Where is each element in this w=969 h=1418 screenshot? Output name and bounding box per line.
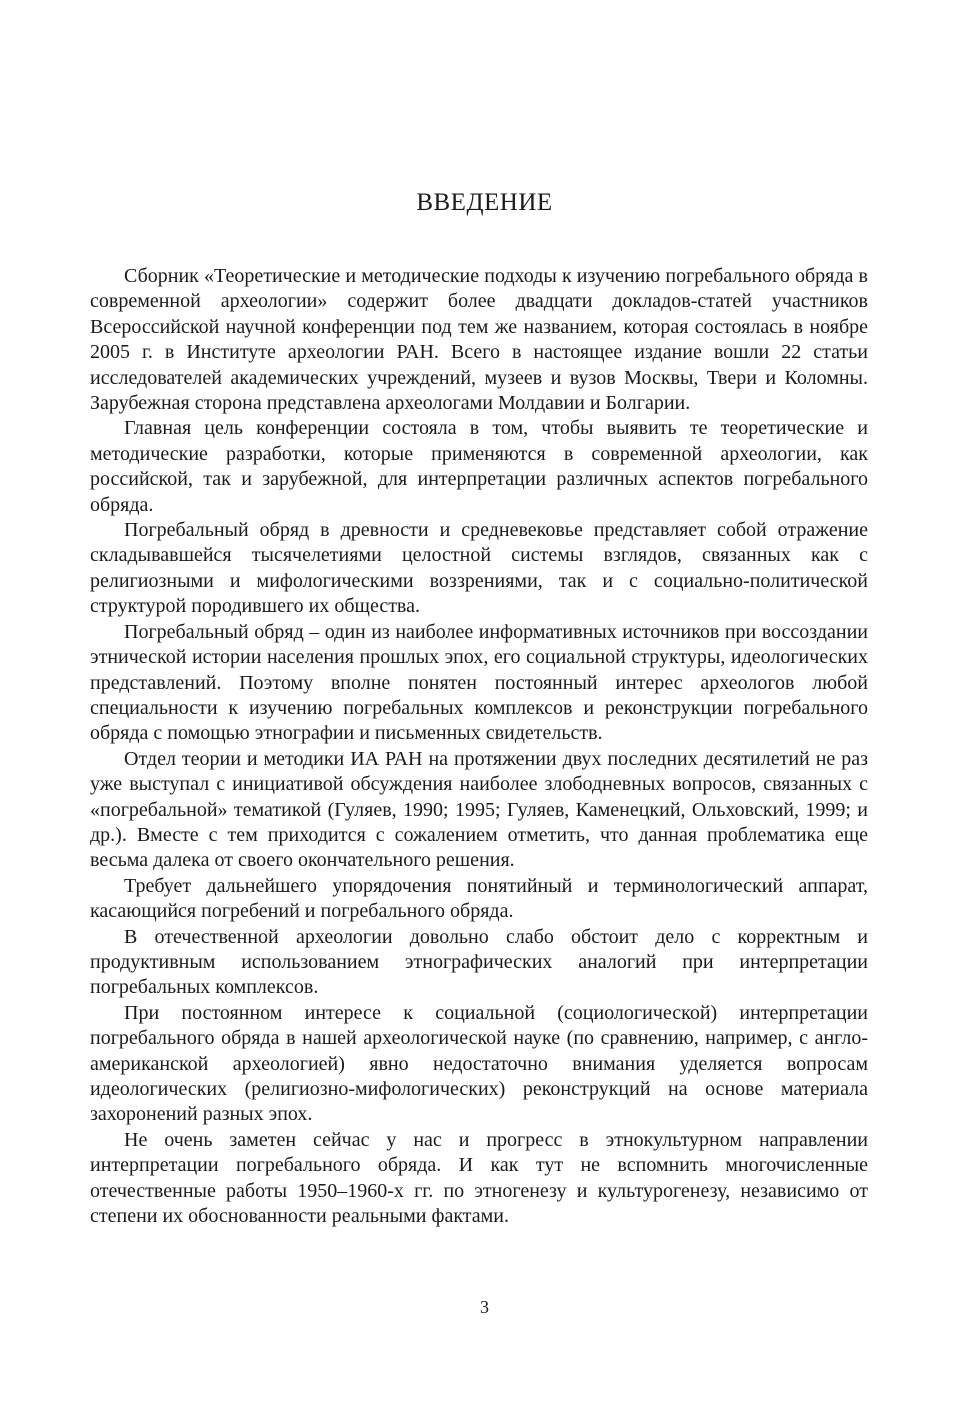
page-number: 3 [480, 1297, 489, 1317]
paragraph-6: Требует дальнейшего упорядочения понятийный и терминологический аппарат, касающийся погребений и погребального обряда. [90, 874, 868, 923]
paragraph-8: При постоянном интересе к социальной (социологической) интерпретации погребального обряда в нашей археологической науке (по сравнению, например, с англо-американской археологией) явно недостаточно внимания уделяется вопросам идеологических (религиозно-мифологических) реконструкций на основе материала захоронений разных эпох. [90, 1001, 868, 1126]
paragraph-5: Отдел теории и методики ИА РАН на протяжении двух последних десятилетий не раз уже выступал с инициативой обсуждения наиболее злободневных вопросов, связанных с «погребальной» тематикой (Гуляев, 1990; 1995; Гуляев, Каменецкий, Ольховский, 1999; и др.). Вместе с тем приходится с сожалением отметить, что данная проблематика еще весьма далека от своего окончательного решения. [90, 747, 868, 872]
paragraph-1: Сборник «Теоретические и методические подходы к изучению погребального обряда в современной археологии» содержит более двадцати докладов-статей участников Всероссийской научной конференции под тем же названием, которая состоялась в ноябре 2005 г. в Институте археологии РАН. Всего в настоящее издание вошли 22 статьи исследователей академических учреждений, музеев и вузов Москвы, Твери и Коломны. Зарубежная сторона представлена археологами Молдавии и Болгарии. [90, 265, 868, 415]
paragraph-4: Погребальный обряд – один из наиболее информативных источников при воссоздании этнической истории населения прошлых эпох, его социальной структуры, идеологических представлений. Поэтому вполне понятен постоянный интерес археологов любой специальности к изучению погребальных комплексов и реконструкции погребального обряда с помощью этнографии и письменных свидетельств. [90, 620, 868, 745]
page-title: ВВЕДЕНИЕ [416, 189, 553, 216]
paragraph-9: Не очень заметен сейчас у нас и прогресс в этнокультурном направлении интерпретации погребального обряда. И как тут не вспомнить многочисленные отечественные работы 1950–1960-х гг. по этногенезу и культурогенезу, независимо от степени их обоснованности реальными фактами. [90, 1128, 868, 1228]
paragraph-7: В отечественной археологии довольно слабо обстоит дело с корректным и продуктивным использованием этнографических аналогий при интерпретации погребальных комплексов. [90, 925, 868, 999]
paragraph-3: Погребальный обряд в древности и средневековье представляет собой отражение складывавшейся тысячелетиями целостной системы взглядов, связанных как с религиозными и мифологическими воззрениями, так и с социально-политической структурой породившего их общества. [90, 519, 868, 618]
paragraph-2: Главная цель конференции состояла в том, чтобы выявить те теоретические и методические разработки, которые применяются в современной археологии, как российской, так и зарубежной, для интерпретации различных аспектов погребального обряда. [90, 417, 868, 516]
body-text [90, 264, 868, 1229]
